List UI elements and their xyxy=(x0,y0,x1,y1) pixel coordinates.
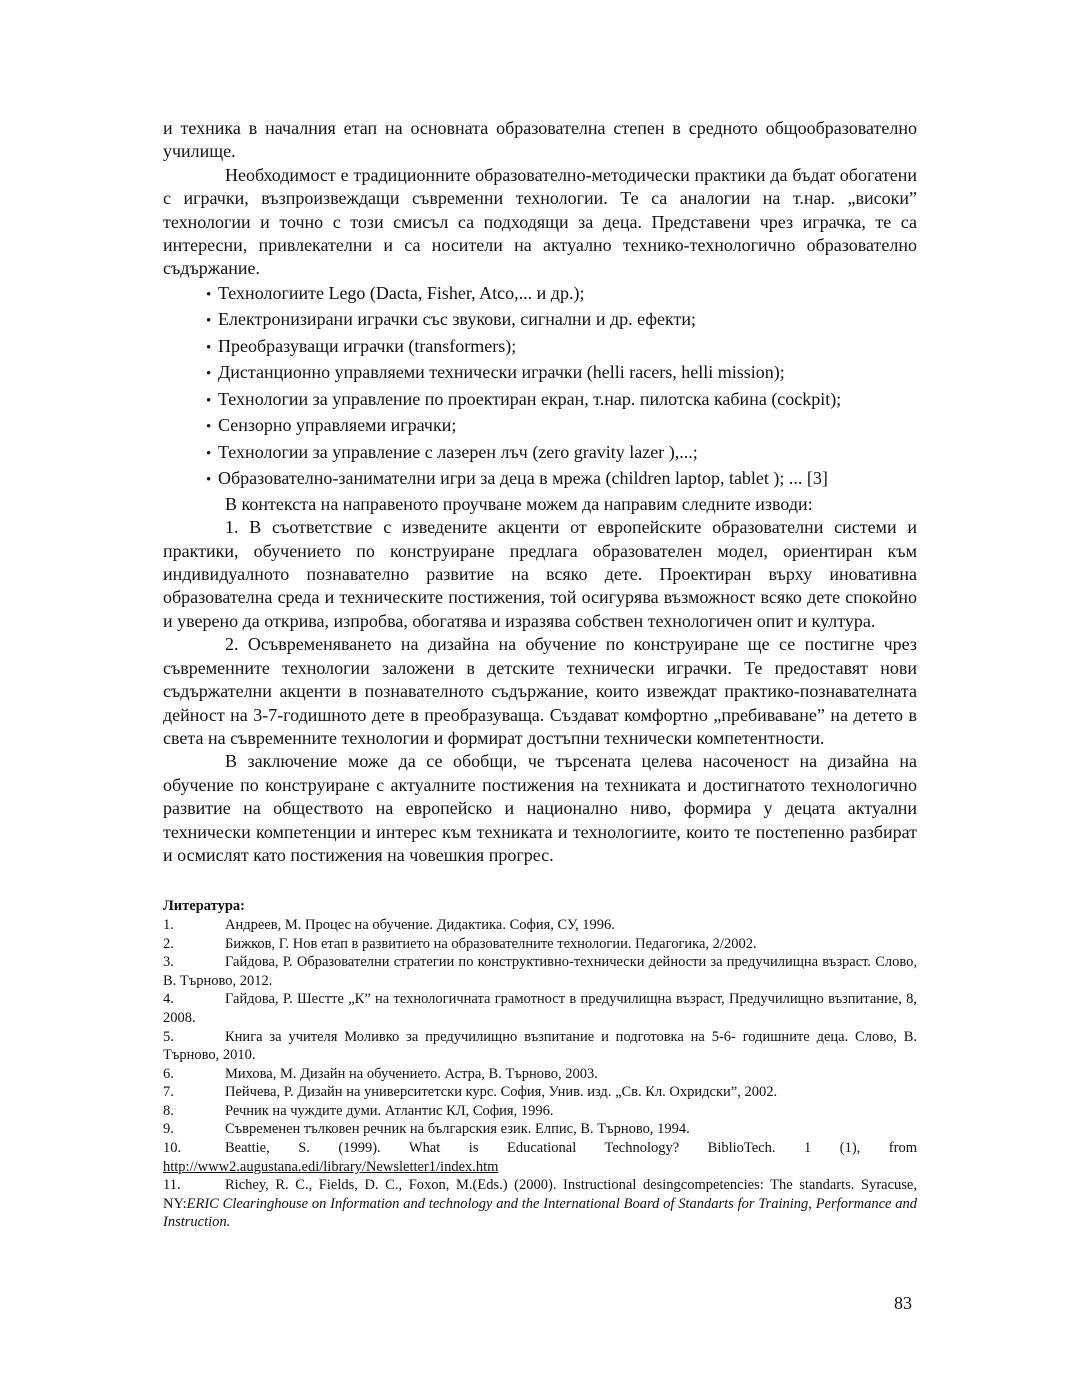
reference-item: 7. Пейчева, Р. Дизайн на университетски курс. София, Унив. изд. „Св. Кл. Охридски”, 2002. xyxy=(163,1084,778,1101)
list-item: • Преобразуващи играчки (transformers); xyxy=(206,334,917,361)
reference-italic-title: ERIC Clearinghouse on Information and technology and the International Board of Standarts for Training, Performance and Instruction. xyxy=(163,1195,917,1231)
reference-item-10: 10. Beattie, S. (1999). What is Educational Technology? BiblioTech. 1 (1), from http://www2.augustana.edi/library/Newsletter1/index.htm xyxy=(163,1140,917,1175)
reference-item-11: 11. Richey, R. C., Fields, D. C., Foxon, M.(Eds.) (2000). Instructional desingcompetencies: The standarts. Syracuse, NY:ERIC Clearinghouse on Information and technology and the International Board of Standarts for Training, Performance and Instruction. xyxy=(163,1177,917,1231)
reference-link[interactable]: http://www2.augustana.edi/library/Newsletter1/index.htm xyxy=(163,1158,499,1175)
list-item: • Сензорно управляеми играчки; xyxy=(206,413,917,440)
bullet-icon: • xyxy=(206,339,212,356)
page-content xyxy=(163,117,917,1232)
bullet-icon: • xyxy=(206,313,212,330)
list-item: • Образователно-занимателни игри за деца в мрежа (children laptop, tablet ); ... [3] xyxy=(206,466,917,493)
page-number: 83 xyxy=(894,1293,912,1313)
list-item: • Дистанционно управляеми технически играчки (helli racers, helli mission); xyxy=(206,360,917,387)
paragraph-3: В контекста на направеното проучване можем да направим следните изводи: xyxy=(225,493,813,514)
bullet-icon: • xyxy=(206,445,212,462)
reference-item: 5. Книга за учителя Моливко за предучилищно възпитание и подготовка на 5-6- годишните деца. Слово, В. Търново, 2010. xyxy=(163,1028,917,1064)
paragraph-5: 2. Осъвременяването на дизайна на обучение по конструиране ще се постигне чрез съвременните технологии заложени в детските технически играчки. Те предоставят нови съдържателни акценти в познавателното съдържание, които извеждат практико-познавателната дейност на 3-7-годишното дете в преобразуваща. Създават комфортно „пребиваване” на детето в света на съвременните технологии и формират достъпни технически компетентности. xyxy=(163,634,917,748)
bullet-icon: • xyxy=(206,366,212,383)
references-title: Литература: xyxy=(163,898,245,915)
reference-item: 3. Гайдова, Р. Образователни стратегии по конструктивно-технически дейности за предучилищна възраст. Слово, В. Търново, 2012. xyxy=(163,954,917,989)
reference-item: 8. Речник на чуждите думи. Атлантис КЛ, София, 1996. xyxy=(163,1102,554,1119)
references-section xyxy=(163,897,917,1232)
list-item: • Технологии за управление по проектиран екран, т.нар. пилотска кабина (cockpit); xyxy=(206,387,917,414)
list-item: • Технологиите Lego (Dacta, Fisher, Atco,... и др.); xyxy=(206,281,917,308)
list-item: • Технологии за управление с лазерен лъч (zero gravity lazer ),...; xyxy=(206,440,917,467)
paragraph-1: и техника в началния етап на основната образователна степен в средното общообразователно училище. xyxy=(163,118,917,162)
paragraph-2: Необходимост е традиционните образователно-методически практики да бъдат обогатени с играчки, възпроизвеждащи съвременни технологии. Те са аналогии на т.нар. „високи” технологии и точно с този смисъл са подходящи за деца. Представени чрез играчка, те са интересни, привлекателни и са носители на актуално технико-технологично образователно съдържание. xyxy=(163,164,917,279)
reference-item: 4. Гайдова, Р. Шестте „К” на технологичната грамотност в предучилищна възраст, Предучилищно възпитание, 8, 2008. xyxy=(163,991,917,1026)
bullet-list xyxy=(163,281,917,493)
paragraph-6: В заключение може да се обобщи, че търсената целева насоченост на дизайна на обучение по конструиране с актуалните постижения на техниката и достигнатото технологично развитие на обществото на европейско и национално ниво, формира у децата актуални технически компетенции и интерес към техниката и технологиите, които те постепенно разбират и осмислят като постижения на човешкия прогрес. xyxy=(163,751,917,865)
reference-item: 6. Михова, М. Дизайн на обучението. Астра, В. Търново, 2003. xyxy=(163,1065,598,1082)
list-item: • Електронизирани играчки със звукови, сигнални и др. ефекти; xyxy=(206,307,917,334)
bullet-icon: • xyxy=(206,392,212,409)
reference-item: 1. Андреев, М. Процес на обучение. Дидактика. София, СУ, 1996. xyxy=(163,916,615,933)
reference-item: 2. Бижков, Г. Нов етап в развитието на образователните технологии. Педагогика, 2/2002. xyxy=(163,935,757,952)
paragraph-4: 1. В съответствие с изведените акценти от европейските образователни системи и практики, обучението по конструиране предлага образователен модел, ориентиран към индивидуалното познавателно развитие на всяко дете. Проектиран върху иновативна образователна среда и техническите постижения, той осигурява възможност всяко дете спокойно и уверено да открива, изпробва, обогатява и изразява собствен технологичен опит и култура. xyxy=(163,517,917,631)
reference-item: 9. Съвременен тълковен речник на българския език. Елпис, В. Търново, 1994. xyxy=(163,1121,690,1138)
body-text xyxy=(163,117,917,867)
bullet-icon: • xyxy=(206,419,212,436)
bullet-icon: • xyxy=(206,286,212,303)
bullet-icon: • xyxy=(206,472,212,489)
